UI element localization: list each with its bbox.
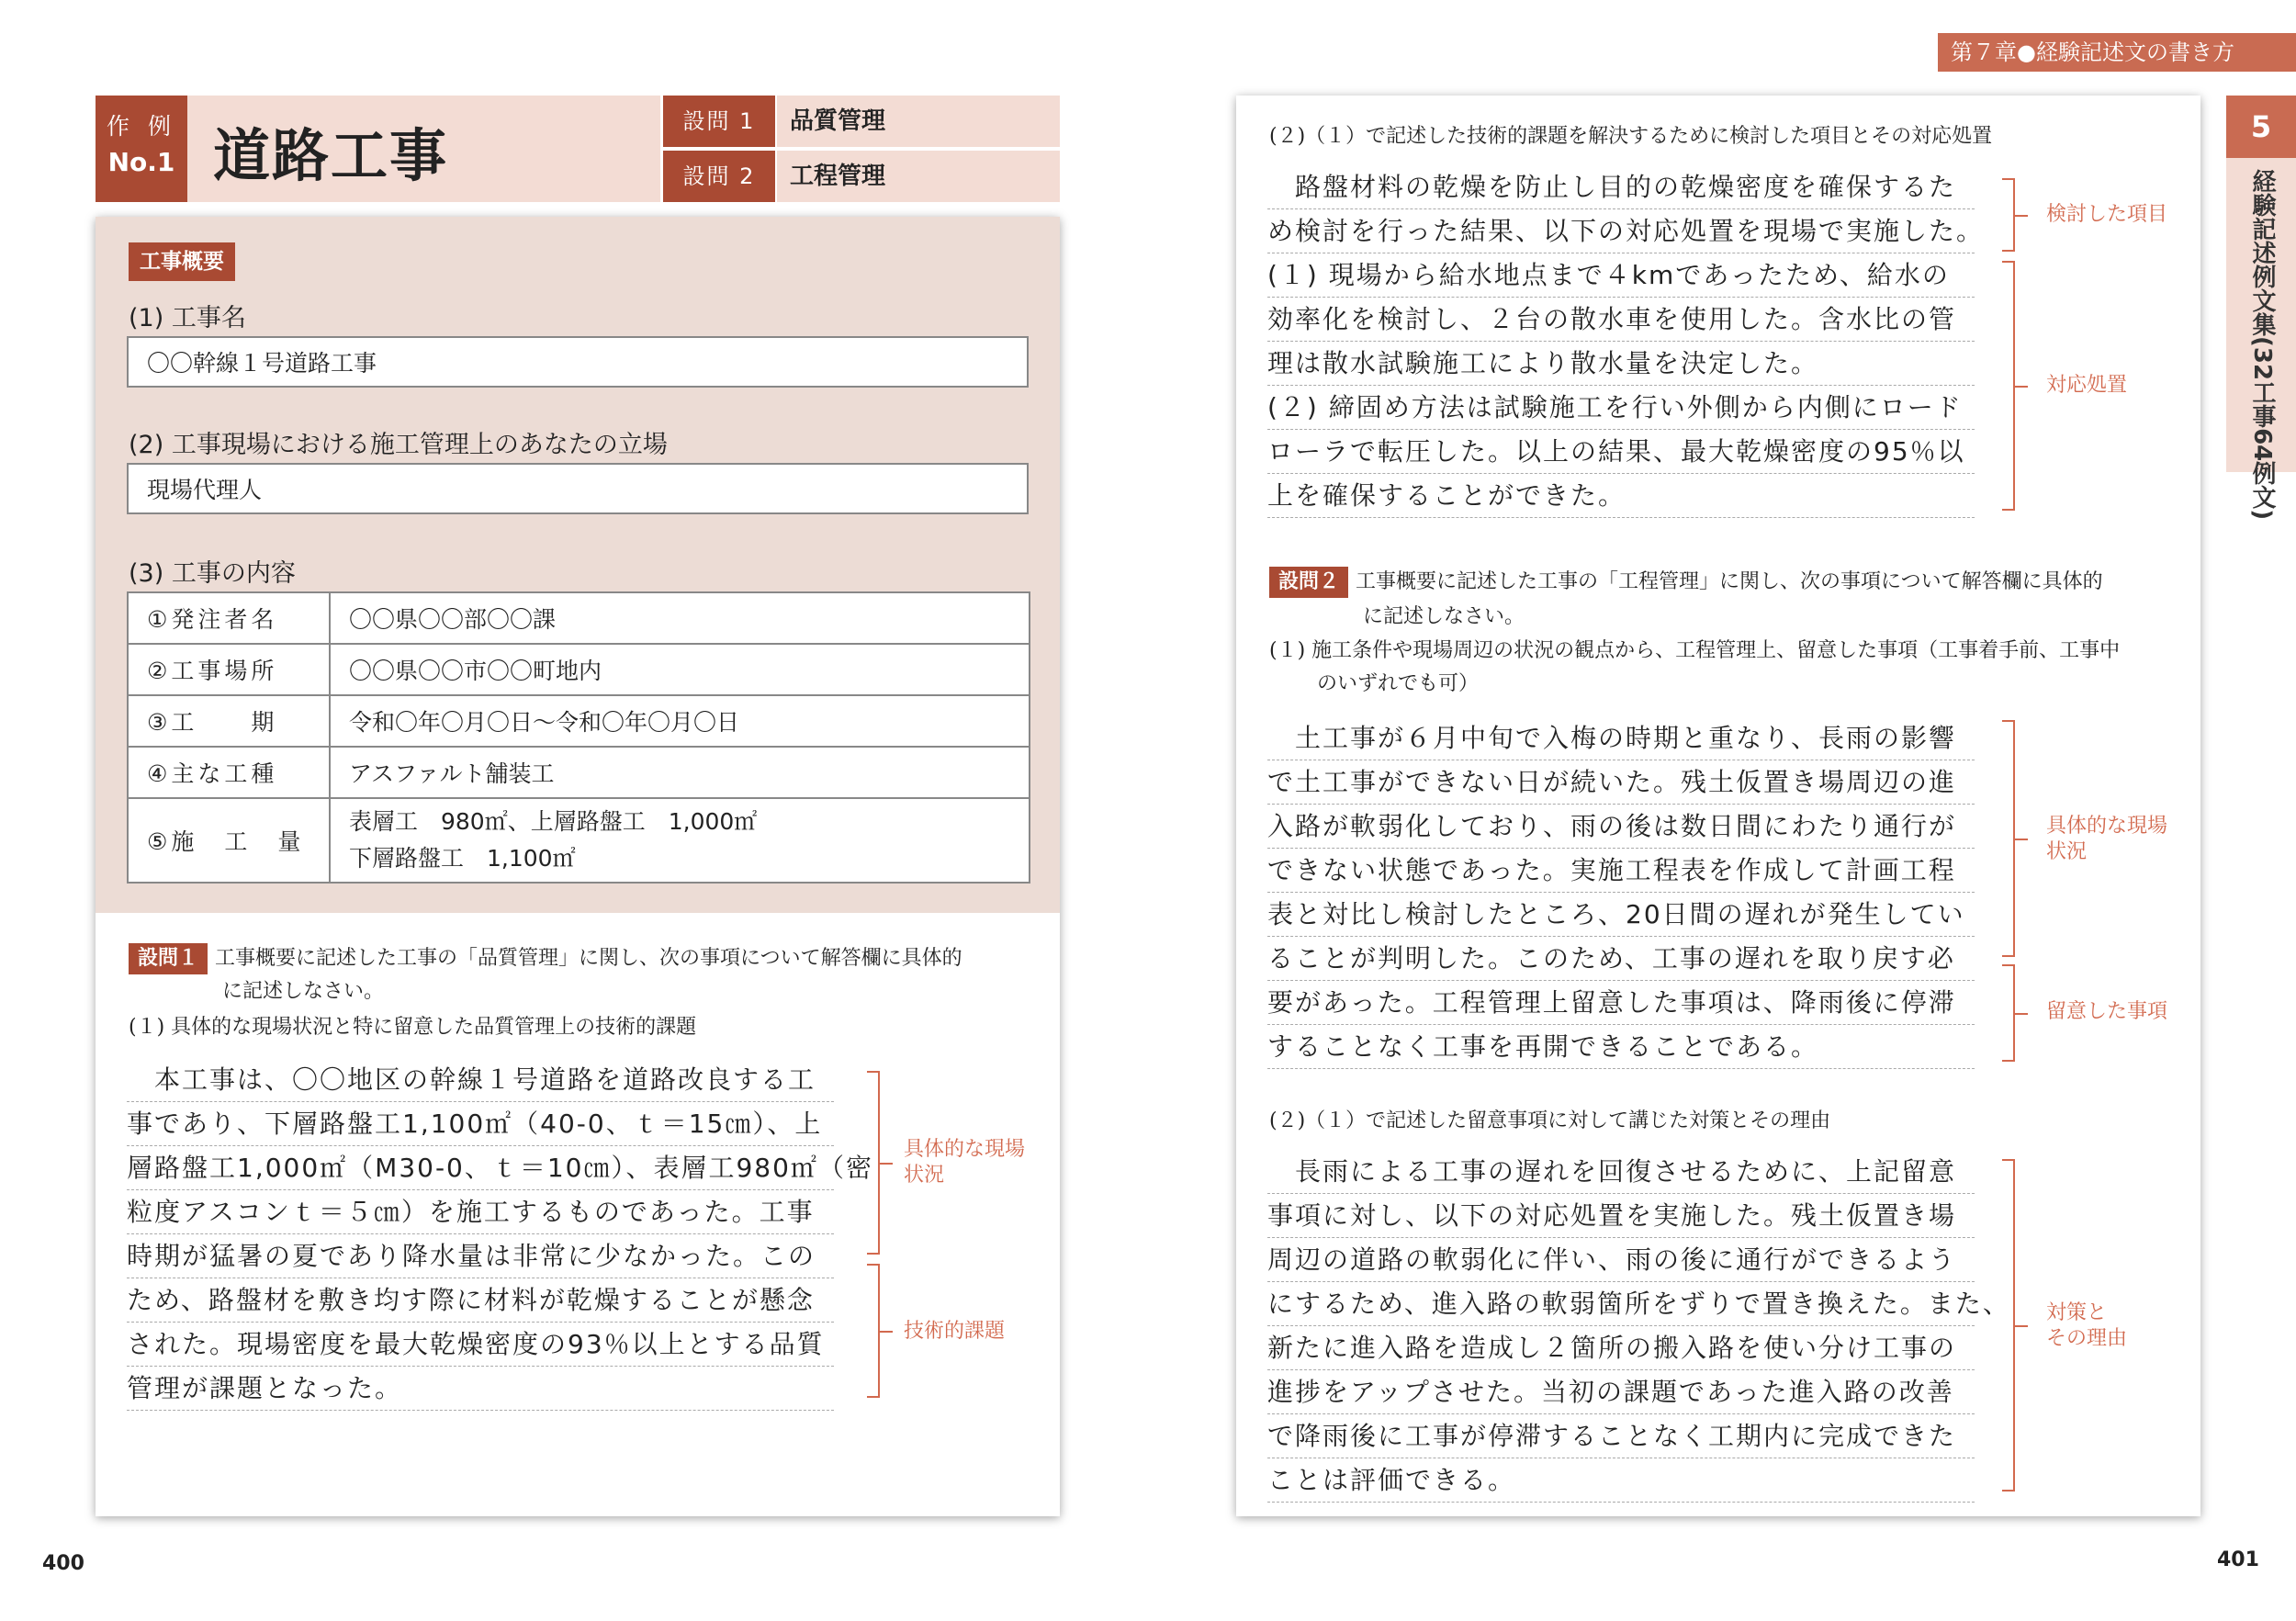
answer-line: 土工事が６月中旬で入梅の時期と重なり、長雨の影響 (1267, 716, 1975, 760)
question2-topic: 工程管理 (777, 151, 1060, 202)
row-label: ②工事場所 (128, 644, 330, 695)
row-label: ③工 期 (128, 695, 330, 747)
question2-tag: 設問 2 (663, 151, 775, 202)
bracket (2002, 964, 2015, 1062)
position-heading: (2) 工事現場における施工管理上のあなたの立場 (129, 431, 668, 459)
question1-answer (127, 1058, 873, 1411)
answer-line: 進捗をアップさせた。当初の課題であった進入路の改善 (1267, 1370, 1975, 1414)
question2-prompt (1269, 566, 2188, 599)
project-name-heading: (1) 工事名 (129, 304, 246, 332)
row-value: 令和〇年〇月〇日～令和〇年〇月〇日 (330, 695, 1030, 747)
label-situation: 具体的な現場 状況 (904, 1138, 1026, 1187)
label-site-situation: 具体的な現場 状況 (2046, 815, 2168, 863)
label-measures-reason: 対策と その理由 (2046, 1301, 2128, 1350)
row-value-line2: 下層路盤工 1,100㎡ (349, 845, 576, 872)
answer-line: 粒度アスコンｔ＝５㎝）を施工するものであった。工事 (127, 1190, 834, 1234)
answer-line: 効率化を検討し、２台の散水車を使用した。含水比の管 (1267, 298, 1975, 342)
answer-line: 表と対比し検討したところ、20日間の遅れが発生してい (1267, 893, 1975, 937)
project-name-box: 〇〇幹線１号道路工事 (127, 336, 1029, 388)
side-tab-number: 5 (2226, 96, 2296, 158)
question1-line2: に記述しなさい。 (222, 980, 385, 1003)
question2-badge: 設問２ (1269, 567, 1348, 598)
question1-line1: 工事概要に記述した工事の「品質管理」に関し、次の事項について解答欄に具体的 (215, 947, 962, 970)
answer-line: ローラで転圧した。以上の結果、最大乾燥密度の95％以 (1267, 430, 1975, 474)
answer-line: できない状態であった。実施工程表を作成して計画工程 (1267, 849, 1975, 893)
answer-line: 長雨による工事の遅れを回復させるために、上記留意 (1267, 1150, 1975, 1194)
answer-line: 新たに進入路を造成し２箇所の搬入路を使い分け工事の (1267, 1326, 1975, 1370)
row-label: ⑤施 工 量 (128, 798, 330, 883)
answer-line: (２) 締固め方法は試験施工を行い外側から内側にロード (1267, 386, 1975, 430)
answer-line: 管理が課題となった。 (127, 1367, 834, 1411)
answer-line: め検討を行った結果、以下の対応処置を現場で実施した。 (1267, 209, 1975, 253)
table-row (128, 644, 1030, 695)
table-row (128, 695, 1030, 747)
answer-line: することなく工事を再開できることである。 (1267, 1025, 1975, 1069)
answer-line: 時期が猛暑の夏であり降水量は非常に少なかった。この (127, 1234, 834, 1278)
label-noted-matters: 留意した事項 (2046, 1000, 2168, 1023)
answer-line: 事であり、下層路盤工1,100㎡（40-0、ｔ＝15㎝）、上 (127, 1102, 834, 1146)
bracket (2002, 720, 2015, 957)
answer-line: 理は散水試験施工により散水量を決定した。 (1267, 342, 1975, 386)
row-value-line1: 表層工 980㎡、上層路盤工 1,000㎡ (349, 808, 758, 835)
table-row (128, 747, 1030, 798)
answer-line: 路盤材料の乾燥を防止し目的の乾燥密度を確保するた (1267, 165, 1975, 209)
question1b-answer (1267, 165, 1985, 518)
content-heading: (3) 工事の内容 (129, 559, 296, 588)
row-value: アスファルト舗装工 (330, 747, 1030, 798)
question1-topic: 品質管理 (777, 96, 1060, 147)
page-number-right: 401 (2217, 1548, 2259, 1571)
overview-tag: 工事概要 (129, 242, 235, 281)
answer-line: 本工事は、〇〇地区の幹線１号道路を道路改良する工 (127, 1058, 834, 1102)
answer-line: 上を確保することができた。 (1267, 474, 1975, 518)
answer-line: 要があった。工程管理上留意した事項は、降雨後に停滞 (1267, 981, 1975, 1025)
question2-answer (1267, 716, 1975, 1069)
answer-line: (１) 現場から給水地点まで４kmであったため、給水の (1267, 253, 1975, 298)
page-number-left: 400 (42, 1552, 84, 1575)
answer-line: ため、路盤材を敷き均す際に材料が乾燥することが懸念 (127, 1278, 834, 1323)
answer-line: ることが判明した。このため、工事の遅れを取り戻す必 (1267, 937, 1975, 981)
answer-line: 入路が軟弱化しており、雨の後は数日間にわたり通行が (1267, 805, 1975, 849)
answer-line: 層路盤工1,000㎡（M30-0、ｔ＝10㎝）、表層工980㎡（密 (127, 1146, 834, 1190)
row-value: 〇〇県〇〇部〇〇課 (330, 592, 1030, 644)
badge-number: No.1 (107, 147, 175, 177)
question2-sub1: (１) 施工条件や現場周辺の状況の観点から、工程管理上、留意した事項（工事着手前、工事中 (1269, 639, 2121, 662)
bracket (867, 1264, 880, 1398)
table-row (128, 592, 1030, 644)
question1-badge: 設問１ (129, 943, 208, 974)
bracket (2002, 178, 2015, 252)
position-box: 現場代理人 (127, 463, 1029, 514)
row-value: 〇〇県〇〇市〇〇町地内 (330, 644, 1030, 695)
bracket (867, 1071, 880, 1255)
answer-line: 周辺の道路の軟弱化に伴い、雨の後に通行ができるよう (1267, 1238, 1975, 1282)
answer-line: された。現場密度を最大乾燥密度の93％以上とする品質 (127, 1323, 834, 1367)
badge-top: 作 例 (107, 113, 176, 140)
question1-tag: 設問 1 (663, 96, 775, 147)
bracket (2002, 261, 2015, 511)
answer-line: にするため、進入路の軟弱箇所をずりで置き換えた。また、 (1267, 1282, 1975, 1326)
question2-sub2: のいずれでも可） (1317, 672, 1480, 695)
page-title: 道路工事 (213, 122, 449, 189)
answer-line: で土工事ができない日が続いた。残土仮置き場周辺の進 (1267, 760, 1975, 805)
answer-line: ことは評価できる。 (1267, 1458, 1975, 1503)
label-technical-issue: 技術的課題 (904, 1320, 1006, 1343)
question2-line1: 工事概要に記述した工事の「工程管理」に関し、次の事項について解答欄に具体的 (1356, 570, 2103, 593)
label-countermeasure: 対応処置 (2046, 374, 2128, 397)
content-table (127, 591, 1030, 884)
example-badge (96, 96, 187, 202)
table-row (128, 798, 1030, 883)
chapter-header: 第７章●経験記述文の書き方 (1938, 33, 2296, 72)
answer-line: で降雨後に工事が停滞することなく工期内に完成できた (1267, 1414, 1975, 1458)
side-tab-text: 経験記述例文集(32工事64例文) (2248, 169, 2276, 521)
row-label: ①発注者名 (128, 592, 330, 644)
row-label: ④主な工種 (128, 747, 330, 798)
question2-line2: に記述しなさい。 (1363, 605, 1525, 628)
question2b-sub: (２)（１）で記述した留意事項に対して講じた対策とその理由 (1269, 1109, 1831, 1132)
bracket (2002, 1159, 2015, 1492)
question1-prompt (129, 942, 1038, 975)
question2b-answer (1267, 1150, 2010, 1503)
answer-line: 事項に対し、以下の対応処置を実施した。残土仮置き場 (1267, 1194, 1975, 1238)
question1b-sub: (２)（１）で記述した技術的課題を解決するために検討した項目とその対応処置 (1269, 125, 1993, 148)
question1-sub: (１) 具体的な現場状況と特に留意した品質管理上の技術的課題 (129, 1016, 697, 1039)
label-examined-items: 検討した項目 (2046, 203, 2168, 226)
